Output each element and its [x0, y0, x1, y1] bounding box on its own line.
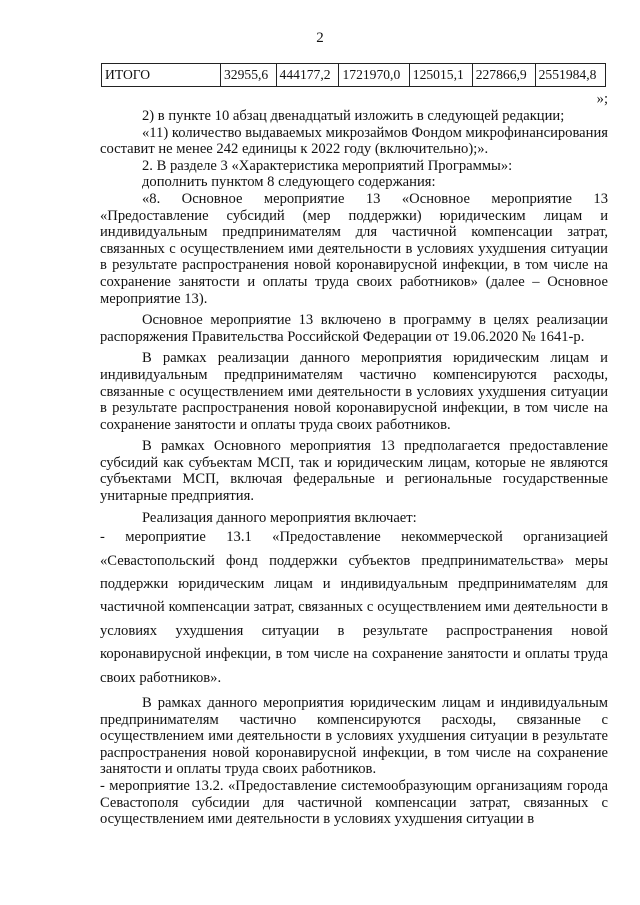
table-cell: 444177,2 [276, 64, 339, 87]
paragraph: В рамках Основного мероприятия 13 предполагается предоставление субсидий как субъектам МСП, так и юридическим лицам, которые не являются субъектами МСП, включая федеральные и региональные государственные унитарные предприятия. [100, 438, 608, 505]
paragraph: В рамках реализации данного мероприятия юридическим лицам и индивидуальным предпринимателям частично компенсируются расходы, связанные с осуществлением ими деятельности в условиях ухудшения ситуации в результате распространения новой коронавирусной инфекции, в том числе на сохранение занятости и оплаты труда своих работников. [100, 350, 608, 433]
paragraph: 2. В разделе 3 «Характеристика мероприятий Программы»: [142, 157, 513, 174]
document-body [100, 90, 608, 828]
totals-table [101, 63, 606, 87]
table-cell: 227866,9 [472, 64, 535, 87]
paragraph: «11) количество выдаваемых микрозаймов Фондом микрофинансирования составит не менее 242 единицы к 2022 году (включительно);». [100, 124, 608, 158]
paragraph: - мероприятие 13.1 «Предоставление некоммерческой организацией «Севастопольский фонд поддержки субъектов предпринимательства» меры поддержки юридическим лицам и индивидуальным предпринимателям для частичной компенсации затрат, связанных с осуществлением ими деятельности в условиях ухудшения ситуации в результате распространения новой коронавирусной инфекции, в том числе на сохранение занятости и оплаты труда своих работников». [100, 529, 608, 686]
table-cell: 1721970,0 [339, 64, 409, 87]
table-cell: 32955,6 [221, 64, 277, 87]
paragraph: «8. Основное мероприятие 13 «Основное мероприятие 13 «Предоставление субсидий (мер поддержки) юридическим лицам и индивидуальным предпринимателям для частичной компенсации затрат, связанных с осуществлением ими деятельности в условиях ухудшения ситуации в результате распространения новой коронавирусной инфекции, в том числе на сохранение занятости и оплаты труда своих работников» (далее – Основное мероприятие 13). [100, 190, 608, 307]
table-cell: 2551984,8 [535, 64, 605, 87]
paragraph: - мероприятие 13.2. «Предоставление системообразующим организациям города Севастополя субсидии для частичной компенсации затрат, связанных с осуществлением ими деятельности в условиях ухудшения ситуации в [100, 778, 608, 828]
paragraph: 2) в пункте 10 абзац двенадцатый изложить в следующей редакции; [142, 108, 565, 124]
table-cell: 125015,1 [409, 64, 472, 87]
page-number: 2 [316, 30, 324, 46]
paragraph: В рамках данного мероприятия юридическим лицам и индивидуальным предпринимателям частично компенсируются расходы, связанные с осуществлением ими деятельности в условиях ухудшения ситуации в результате распространения новой коронавирусной инфекции, в том числе на сохранение занятости и оплаты труда своих работников. [100, 695, 608, 778]
paragraph: Основное мероприятие 13 включено в программу в целях реализации распоряжения Правительства Российской Федерации от 19.06.2020 № 1641-р. [100, 312, 608, 345]
paragraph: дополнить пунктом 8 следующего содержания: [142, 174, 436, 191]
paragraph: Реализация данного мероприятия включает: [142, 509, 417, 526]
totals-label-cell: ИТОГО [102, 64, 221, 87]
closing-quote-mark: »; [596, 91, 608, 107]
table-row [102, 64, 606, 87]
